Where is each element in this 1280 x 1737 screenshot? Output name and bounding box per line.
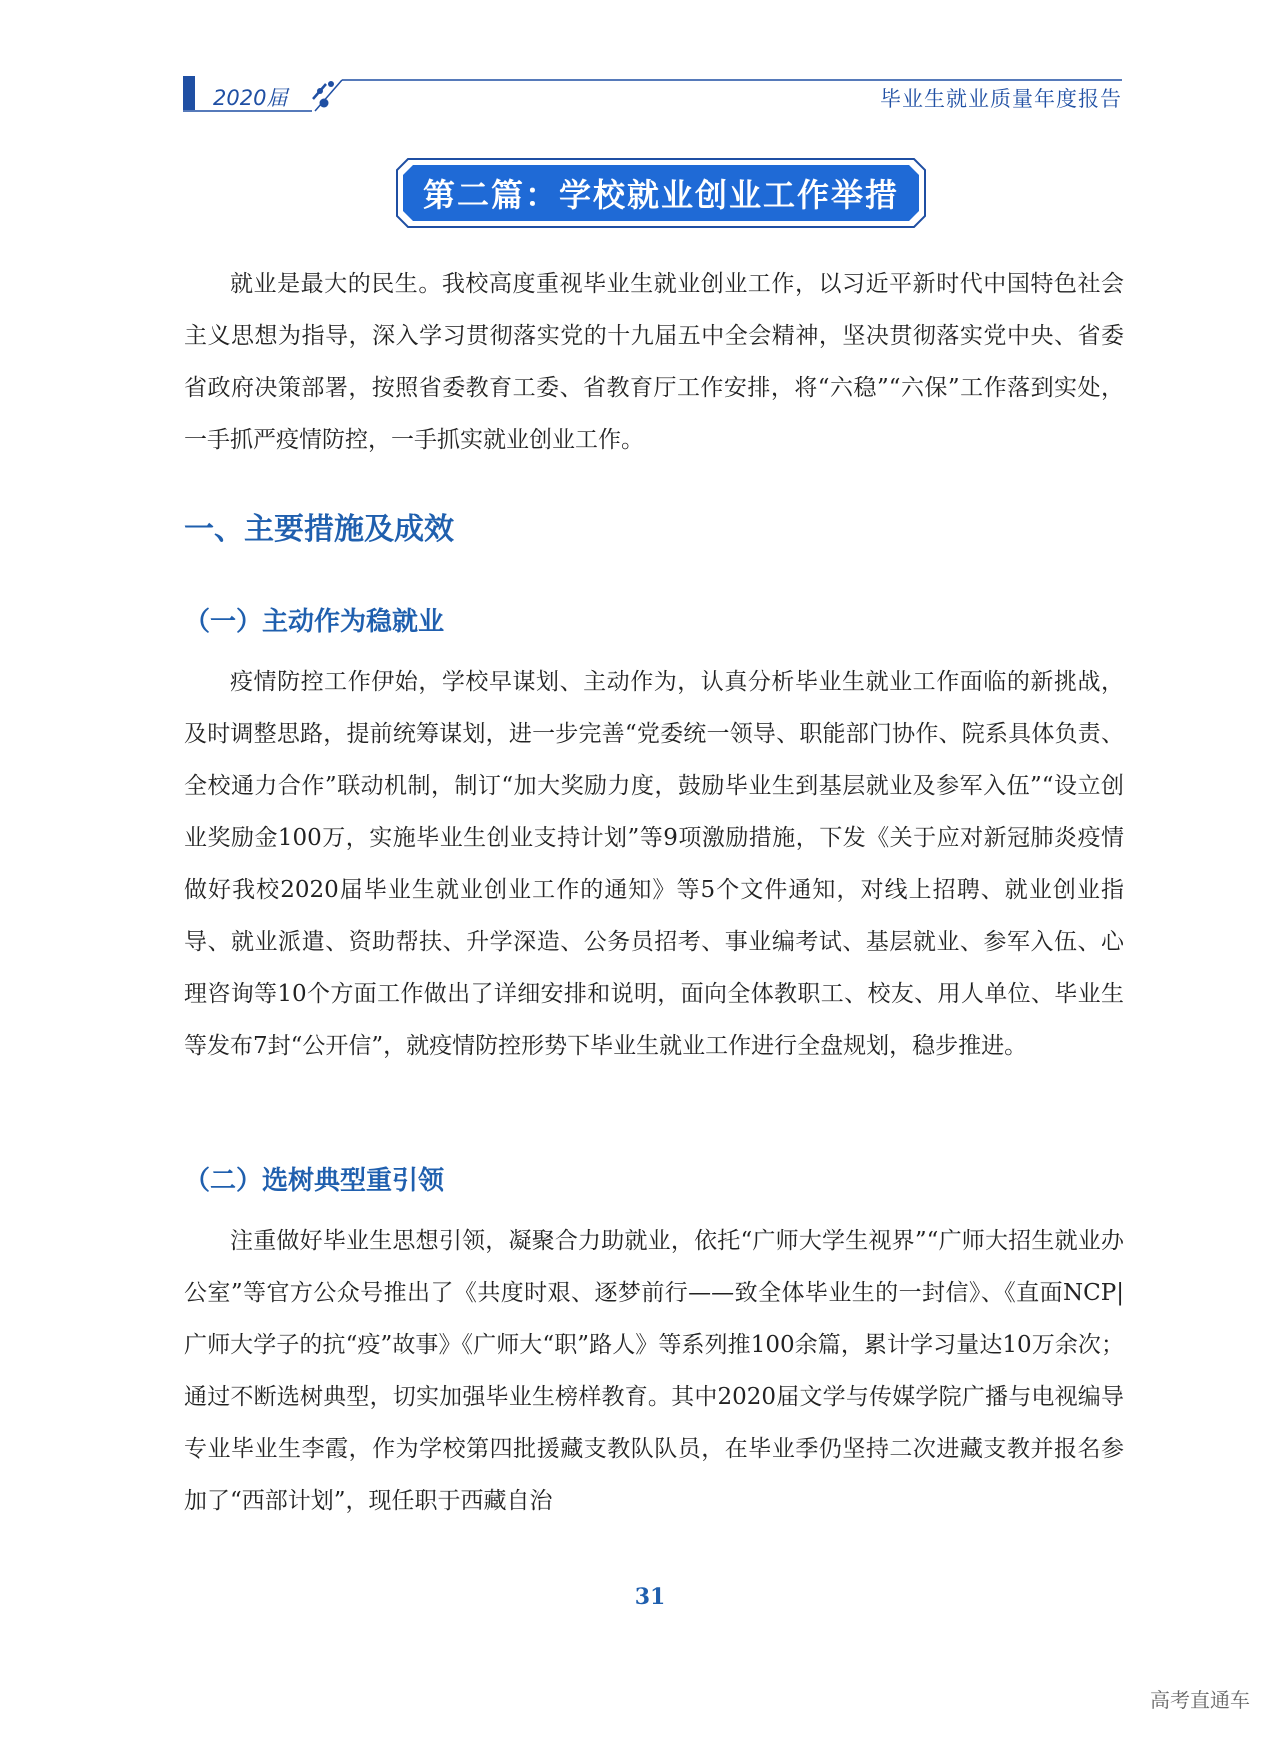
subsection-paragraph-role-models: 注重做好毕业生思想引领，凝聚合力助就业，依托“广师大学生视界”“广师大招生就业办公室”等官方公众号推出了《共度时艰、逐梦前行——致全体毕业生的一封信》、《直面NCP| 广师大学子的抗“疫”故事》《广师大“职”路人》等系列推100余篇，累计学习量达10万余次；通过不断选树典型，切实加强毕业生榜样教育。其中2020届文学与传媒学院广播与电视编导专业毕业生李霞，作为学校第四批援藏支教队队员，在毕业季仍坚持二次进藏支教并报名参加了“西部计划”，现任职于西藏自治 [184,1228,1124,1514]
watermark-text: 高考直通车 [1150,1688,1250,1712]
part-title-banner [396,158,926,228]
subsection-heading-active-action: （一）主动作为稳就业 [184,607,445,637]
header-year-label: 2020届 [213,86,288,110]
intro-paragraph: 就业是最大的民生。我校高度重视毕业生就业创业工作，以习近平新时代中国特色社会主义思想为指导，深入学习贯彻落实党的十九届五中全会精神，坚决贯彻落实党中央、省委省政府决策部署，按照省委教育工委、省教育厅工作安排，将“六稳”“六保”工作落到实处，一手抓严疫情防控，一手抓实就业创业工作。 [184,271,1124,453]
subsection-paragraph-active-action: 疫情防控工作伊始，学校早谋划、主动作为，认真分析毕业生就业工作面临的新挑战，及时调整思路，提前统筹谋划，进一步完善“党委统一领导、职能部门协作、院系具体负责、全校通力合作”联动机制，制订“加大奖励力度，鼓励毕业生到基层就业及参军入伍”“设立创业奖励金100万，实施毕业生创业支持计划”等9项激励措施，下发《关于应对新冠肺炎疫情做好我校2020届毕业生就业创业工作的通知》等5个文件通知，对线上招聘、就业创业指导、就业派遣、资助帮扶、升学深造、公务员招考、事业编考试、基层就业、参军入伍、心理咨询等10个方面工作做出了详细安排和说明，面向全体教职工、校友、用人单位、毕业生等发布7封“公开信”，就疫情防控形势下毕业生就业工作进行全盘规划，稳步推进。 [184,669,1124,1059]
page-number: 31 [634,1584,666,1610]
section-heading-main-measures: 一、主要措施及成效 [184,512,454,547]
banner-title: 第二篇：学校就业创业工作举措 [422,176,899,214]
subsection-heading-role-models: （二）选树典型重引领 [184,1166,445,1196]
header-report-title: 毕业生就业质量年度报告 [880,87,1122,111]
